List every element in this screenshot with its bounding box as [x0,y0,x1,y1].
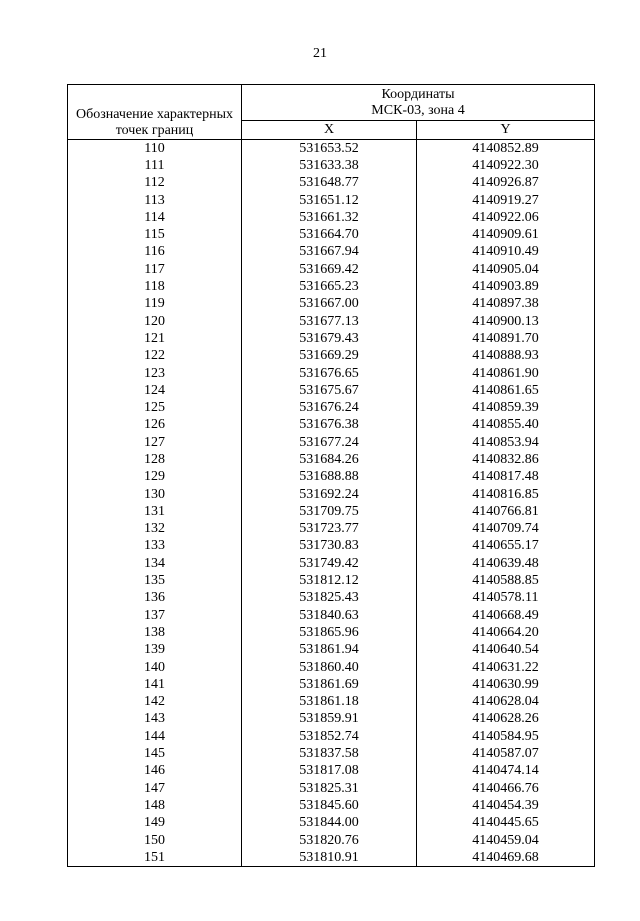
point-number-cell: 146 [68,763,242,780]
y-coordinate-cell: 4140855.40 [417,417,595,434]
point-number-cell: 140 [68,659,242,676]
y-coordinate-cell: 4140469.68 [417,849,595,867]
table-row [68,763,595,780]
x-coordinate-cell: 531810.91 [242,849,417,867]
y-coordinate-cell: 4140631.22 [417,659,595,676]
point-number-cell: 147 [68,780,242,797]
table-row [68,244,595,261]
point-number-cell: 110 [68,140,242,158]
point-number-cell: 126 [68,417,242,434]
table-row [68,728,595,745]
x-coordinate-cell: 531669.29 [242,348,417,365]
header-coordinates [242,85,595,121]
table-row [68,399,595,416]
header-x: X [242,121,417,140]
y-coordinate-cell: 4140922.30 [417,157,595,174]
header-coordinate-system: МСК-03, зона 4 [371,103,465,118]
y-coordinate-cell: 4140630.99 [417,676,595,693]
y-coordinate-cell: 4140905.04 [417,261,595,278]
point-number-cell: 151 [68,849,242,867]
point-number-cell: 118 [68,278,242,295]
y-coordinate-cell: 4140445.65 [417,815,595,832]
x-coordinate-cell: 531667.00 [242,296,417,313]
x-coordinate-cell: 531633.38 [242,157,417,174]
table-row [68,711,595,728]
x-coordinate-cell: 531669.42 [242,261,417,278]
x-coordinate-cell: 531749.42 [242,555,417,572]
x-coordinate-cell: 531679.43 [242,330,417,347]
x-coordinate-cell: 531860.40 [242,659,417,676]
y-coordinate-cell: 4140861.65 [417,382,595,399]
x-coordinate-cell: 531861.18 [242,694,417,711]
x-coordinate-cell: 531651.12 [242,192,417,209]
table-row [68,849,595,867]
header-point-designation [68,85,242,140]
y-coordinate-cell: 4140891.70 [417,330,595,347]
point-number-cell: 150 [68,832,242,849]
table-row [68,192,595,209]
x-coordinate-cell: 531825.31 [242,780,417,797]
table-row [68,365,595,382]
point-number-cell: 128 [68,451,242,468]
x-coordinate-cell: 531730.83 [242,538,417,555]
x-coordinate-cell: 531661.32 [242,209,417,226]
table-row [68,296,595,313]
x-coordinate-cell: 531817.08 [242,763,417,780]
table-row [68,538,595,555]
x-coordinate-cell: 531677.13 [242,313,417,330]
y-coordinate-cell: 4140832.86 [417,451,595,468]
point-number-cell: 138 [68,624,242,641]
point-number-cell: 148 [68,797,242,814]
table-row [68,434,595,451]
header-coordinates-title: Координаты [381,87,455,102]
page-number: 21 [313,46,327,61]
x-coordinate-cell: 531648.77 [242,175,417,192]
table-row [68,659,595,676]
table-row [68,694,595,711]
x-coordinate-cell: 531692.24 [242,486,417,503]
table-row [68,451,595,468]
point-number-cell: 115 [68,226,242,243]
y-coordinate-cell: 4140628.04 [417,694,595,711]
x-coordinate-cell: 531676.65 [242,365,417,382]
table-row [68,157,595,174]
table-row [68,832,595,849]
y-coordinate-cell: 4140640.54 [417,642,595,659]
table-row [68,382,595,399]
y-coordinate-cell: 4140919.27 [417,192,595,209]
x-coordinate-cell: 531676.24 [242,399,417,416]
header-point-designation-label: Обозначение характерных точек границ [76,107,233,138]
point-number-cell: 119 [68,296,242,313]
x-coordinate-cell: 531852.74 [242,728,417,745]
point-number-cell: 142 [68,694,242,711]
point-number-cell: 139 [68,642,242,659]
y-coordinate-cell: 4140861.90 [417,365,595,382]
y-coordinate-cell: 4140816.85 [417,486,595,503]
x-coordinate-cell: 531812.12 [242,572,417,589]
point-number-cell: 114 [68,209,242,226]
y-coordinate-cell: 4140584.95 [417,728,595,745]
point-number-cell: 135 [68,572,242,589]
point-number-cell: 133 [68,538,242,555]
point-number-cell: 137 [68,607,242,624]
table-row [68,175,595,192]
point-number-cell: 111 [68,157,242,174]
x-coordinate-cell: 531861.69 [242,676,417,693]
y-coordinate-cell: 4140852.89 [417,140,595,158]
table-row [68,555,595,572]
y-coordinate-cell: 4140903.89 [417,278,595,295]
x-coordinate-cell: 531676.38 [242,417,417,434]
y-coordinate-cell: 4140766.81 [417,503,595,520]
x-coordinate-cell: 531653.52 [242,140,417,158]
table-row [68,503,595,520]
y-coordinate-cell: 4140909.61 [417,226,595,243]
y-coordinate-cell: 4140709.74 [417,521,595,538]
point-number-cell: 117 [68,261,242,278]
point-number-cell: 143 [68,711,242,728]
table-row [68,676,595,693]
point-number-cell: 132 [68,521,242,538]
y-coordinate-cell: 4140900.13 [417,313,595,330]
y-coordinate-cell: 4140859.39 [417,399,595,416]
x-coordinate-cell: 531665.23 [242,278,417,295]
y-coordinate-cell: 4140897.38 [417,296,595,313]
y-coordinate-cell: 4140459.04 [417,832,595,849]
y-coordinate-cell: 4140888.93 [417,348,595,365]
point-number-cell: 136 [68,590,242,607]
table-row [68,607,595,624]
table-row [68,486,595,503]
point-number-cell: 121 [68,330,242,347]
point-number-cell: 116 [68,244,242,261]
table-row [68,797,595,814]
point-number-cell: 125 [68,399,242,416]
point-number-cell: 120 [68,313,242,330]
table-body [68,140,595,867]
x-coordinate-cell: 531820.76 [242,832,417,849]
y-coordinate-cell: 4140655.17 [417,538,595,555]
x-coordinate-cell: 531865.96 [242,624,417,641]
table-row [68,642,595,659]
point-number-cell: 112 [68,175,242,192]
x-coordinate-cell: 531664.70 [242,226,417,243]
table-row [68,815,595,832]
table-row [68,313,595,330]
table-row [68,417,595,434]
x-coordinate-cell: 531675.67 [242,382,417,399]
header-y: Y [417,121,595,140]
x-coordinate-cell: 531859.91 [242,711,417,728]
table-row [68,140,595,158]
x-coordinate-cell: 531684.26 [242,451,417,468]
x-coordinate-cell: 531709.75 [242,503,417,520]
point-number-cell: 145 [68,745,242,762]
x-coordinate-cell: 531825.43 [242,590,417,607]
point-number-cell: 144 [68,728,242,745]
point-number-cell: 130 [68,486,242,503]
point-number-cell: 131 [68,503,242,520]
table-row [68,590,595,607]
x-coordinate-cell: 531677.24 [242,434,417,451]
table-row [68,780,595,797]
x-coordinate-cell: 531837.58 [242,745,417,762]
y-coordinate-cell: 4140587.07 [417,745,595,762]
y-coordinate-cell: 4140853.94 [417,434,595,451]
table-row [68,348,595,365]
y-coordinate-cell: 4140466.76 [417,780,595,797]
table-row [68,330,595,347]
point-number-cell: 129 [68,469,242,486]
y-coordinate-cell: 4140664.20 [417,624,595,641]
y-coordinate-cell: 4140628.26 [417,711,595,728]
y-coordinate-cell: 4140668.49 [417,607,595,624]
y-coordinate-cell: 4140910.49 [417,244,595,261]
y-coordinate-cell: 4140454.39 [417,797,595,814]
coordinates-table [67,84,595,867]
table-row [68,572,595,589]
table-row [68,624,595,641]
x-coordinate-cell: 531723.77 [242,521,417,538]
point-number-cell: 134 [68,555,242,572]
table-row [68,226,595,243]
x-coordinate-cell: 531845.60 [242,797,417,814]
table-row [68,521,595,538]
point-number-cell: 127 [68,434,242,451]
x-coordinate-cell: 531840.63 [242,607,417,624]
point-number-cell: 123 [68,365,242,382]
x-coordinate-cell: 531844.00 [242,815,417,832]
y-coordinate-cell: 4140578.11 [417,590,595,607]
point-number-cell: 113 [68,192,242,209]
table-row [68,209,595,226]
x-coordinate-cell: 531688.88 [242,469,417,486]
table-row [68,278,595,295]
point-number-cell: 122 [68,348,242,365]
y-coordinate-cell: 4140639.48 [417,555,595,572]
y-coordinate-cell: 4140474.14 [417,763,595,780]
x-coordinate-cell: 531861.94 [242,642,417,659]
y-coordinate-cell: 4140588.85 [417,572,595,589]
table-row [68,261,595,278]
point-number-cell: 149 [68,815,242,832]
x-coordinate-cell: 531667.94 [242,244,417,261]
y-coordinate-cell: 4140817.48 [417,469,595,486]
y-coordinate-cell: 4140922.06 [417,209,595,226]
point-number-cell: 141 [68,676,242,693]
table-row [68,745,595,762]
table-row [68,469,595,486]
y-coordinate-cell: 4140926.87 [417,175,595,192]
point-number-cell: 124 [68,382,242,399]
